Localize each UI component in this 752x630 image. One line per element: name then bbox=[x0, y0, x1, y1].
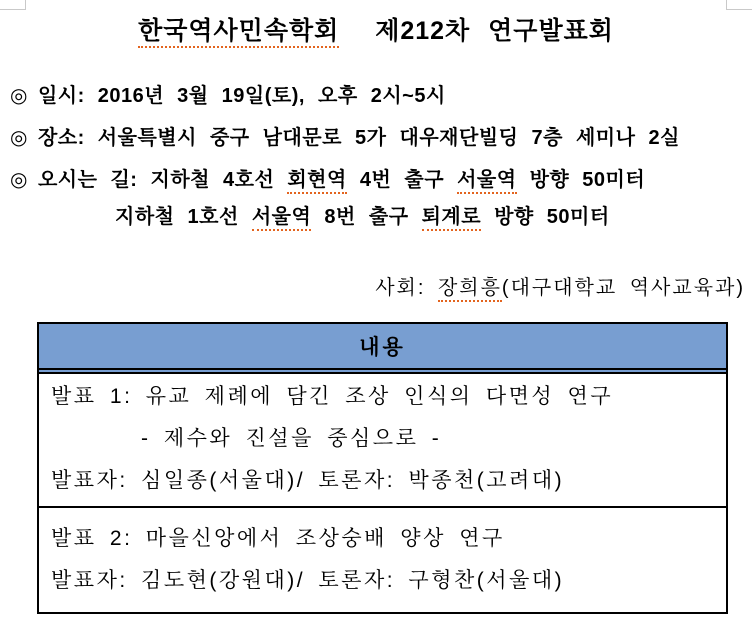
directions1-seg1: 오시는 길: 지하철 4호선 bbox=[37, 169, 288, 191]
program-table bbox=[37, 322, 728, 614]
info-line-directions-1 bbox=[10, 163, 645, 192]
info-line-location bbox=[10, 121, 680, 150]
session-1-presenters: 발표자: 심일종(서울대)/ 토론자: 박종천(고려대) bbox=[51, 469, 565, 492]
title-society-name: 한국역사민속학회 bbox=[138, 17, 339, 48]
title-space bbox=[339, 17, 375, 45]
session-row-1 bbox=[39, 374, 726, 508]
moderator-label: 사회: bbox=[375, 277, 438, 299]
moderator-name: 장희흥 bbox=[438, 277, 502, 302]
directions1-seg5: 방향 50미터 bbox=[516, 169, 646, 191]
session-1-subtitle: - 제수와 진설을 중심으로 - bbox=[141, 427, 442, 450]
info-line-directions-2 bbox=[115, 200, 610, 229]
directions1-seg3: 4번 출구 bbox=[346, 169, 458, 191]
bullseye-bullet-icon: ◎ bbox=[10, 127, 28, 149]
directions1-station-seoul: 서울역 bbox=[457, 169, 516, 194]
location-text: 장소: 서울특별시 중구 남대문로 5가 대우재단빌딩 7층 세미나 2실 bbox=[37, 127, 680, 149]
session-1-title: 발표 1: 유교 제례에 담긴 조상 인식의 다면성 연구 bbox=[51, 385, 614, 408]
session-row-2 bbox=[39, 508, 726, 612]
bullseye-bullet-icon: ◎ bbox=[10, 85, 28, 107]
directions1-station-hoehyeon: 회현역 bbox=[287, 169, 346, 194]
directions2-seg5: 방향 50미터 bbox=[481, 206, 610, 228]
table-header-cell: 내용 bbox=[39, 324, 726, 374]
directions2-seg1: 지하철 1호선 bbox=[115, 206, 252, 228]
page-corner-mark-top-left bbox=[0, 0, 26, 10]
datetime-text: 일시: 2016년 3월 19일(토), 오후 2시~5시 bbox=[37, 85, 446, 107]
page-title bbox=[0, 11, 752, 47]
session-2-presenters: 발표자: 김도현(강원대)/ 토론자: 구형찬(서울대) bbox=[51, 569, 565, 592]
info-line-datetime bbox=[10, 79, 446, 108]
directions2-seg3: 8번 출구 bbox=[311, 206, 422, 228]
moderator-line bbox=[375, 271, 745, 300]
moderator-affiliation: (대구대학교 역사교육과) bbox=[501, 277, 745, 299]
directions2-station-seoul: 서울역 bbox=[252, 206, 311, 231]
directions2-toegyero: 퇴계로 bbox=[422, 206, 481, 231]
bullseye-bullet-icon: ◎ bbox=[10, 169, 28, 191]
page-corner-mark-top-right bbox=[726, 0, 752, 10]
title-rest: 제212차 연구발표회 bbox=[375, 17, 614, 45]
session-2-title: 발표 2: 마을신앙에서 조상숭배 양상 연구 bbox=[51, 527, 505, 550]
